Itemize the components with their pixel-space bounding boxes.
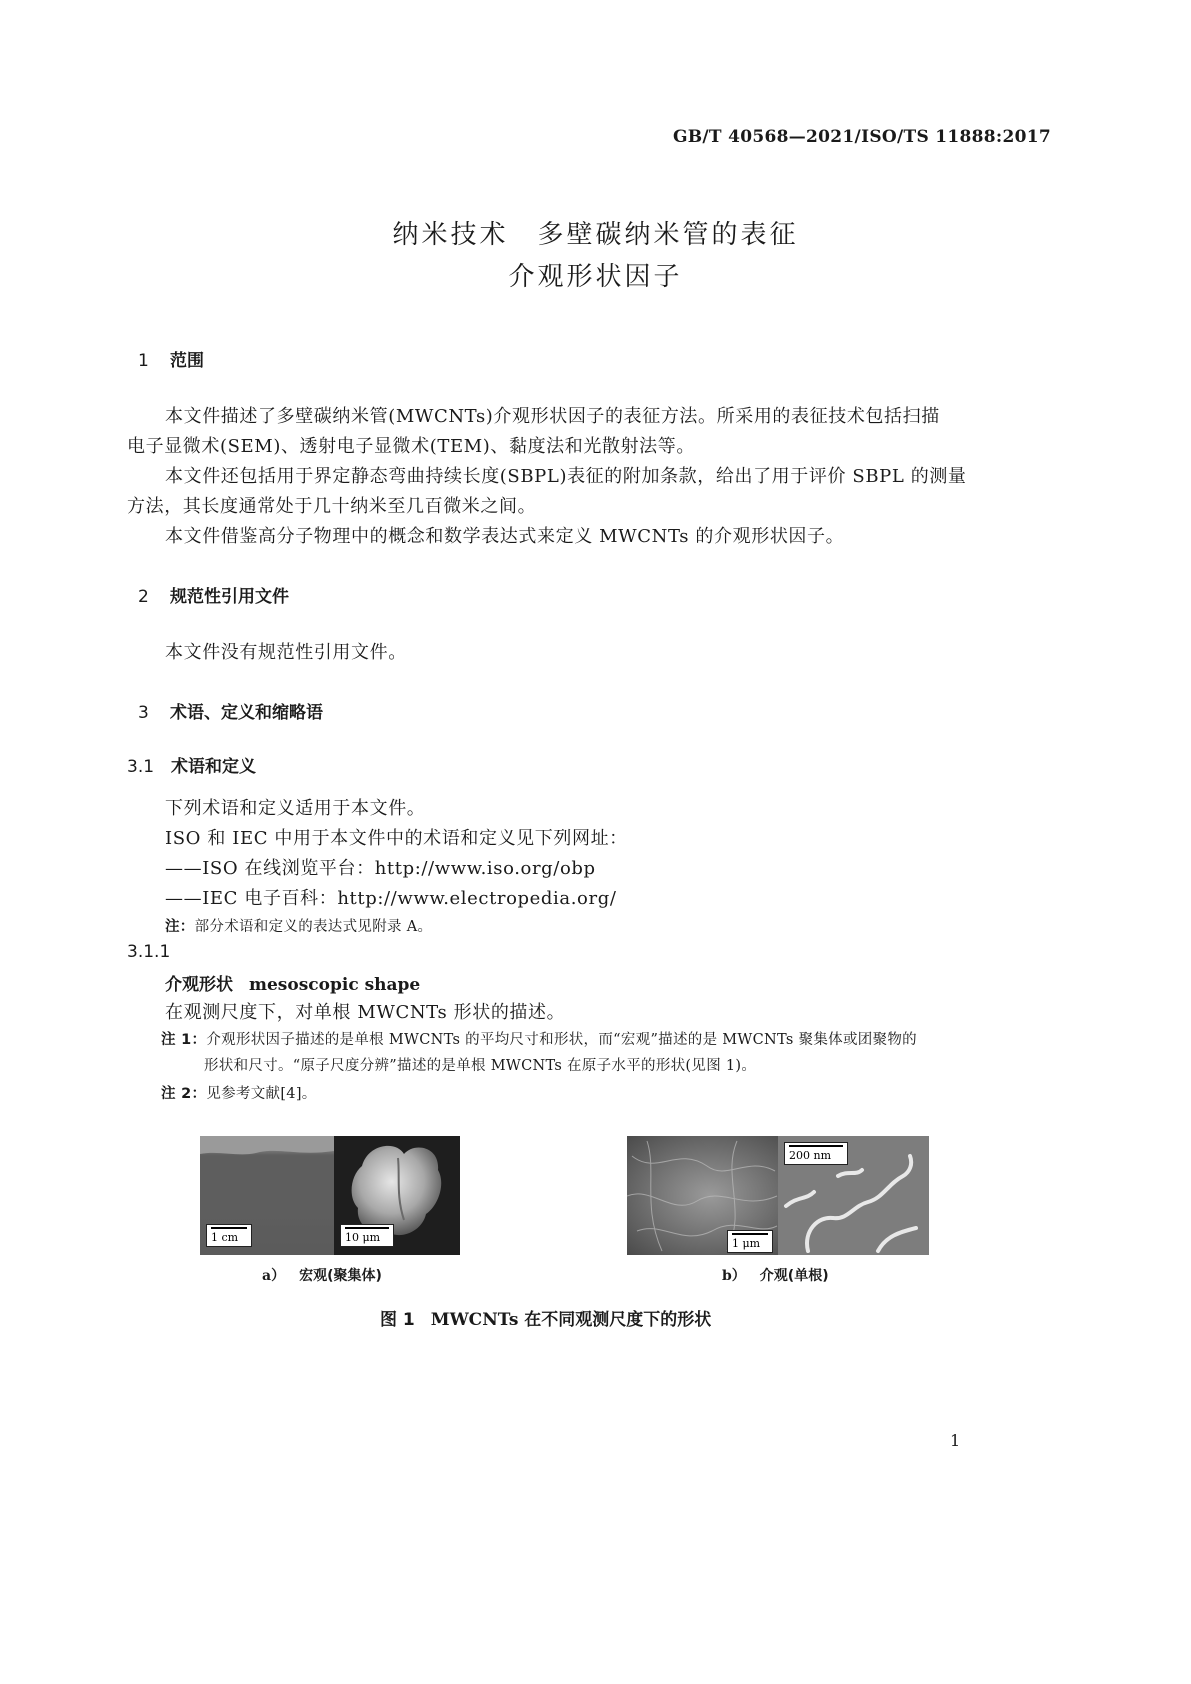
note-1-continued: 形状和尺寸。“原子尺度分辨”描述的是单根 MWCNTs 在原子水平的形状(见图 1)。 <box>204 1058 757 1074</box>
paragraph: 本文件借鉴高分子物理中的概念和数学表达式来定义 MWCNTs 的介观形状因子。 <box>165 526 845 547</box>
macro-photo-panel <box>200 1136 334 1255</box>
section-3-heading <box>138 698 323 723</box>
subfigure-label: a） <box>262 1268 286 1284</box>
section-number: 3 <box>138 703 149 723</box>
scale-bar: 1 μm <box>727 1230 773 1253</box>
figure-title: MWCNTs 在不同观测尺度下的形状 <box>430 1310 712 1330</box>
paragraph: 方法，其长度通常处于几十纳米至几百微米之间。 <box>127 496 537 517</box>
sem-tangle-panel <box>627 1136 778 1255</box>
scale-bar: 200 nm <box>784 1142 848 1165</box>
term-definition: 在观测尺度下，对单根 MWCNTs 形状的描述。 <box>165 1002 566 1023</box>
figure-1a-micrograph <box>200 1136 460 1255</box>
scale-bar: 10 μm <box>340 1224 394 1247</box>
section-title: 术语和定义 <box>171 757 256 777</box>
note-label: 注： <box>165 919 195 935</box>
term-chinese: 介观形状 <box>165 975 233 995</box>
subfigure-caption: 宏观(聚集体) <box>299 1268 382 1284</box>
section-1-heading <box>138 346 204 371</box>
document-title-line2: 介观形状因子 <box>508 262 683 292</box>
term-entry <box>165 970 420 995</box>
paragraph: 本文件描述了多壁碳纳米管(MWCNTs)介观形状因子的表征方法。所采用的表征技术包括扫描 <box>165 406 940 427</box>
paragraph: 本文件没有规范性引用文件。 <box>165 642 407 663</box>
section-title: 范围 <box>170 351 204 371</box>
term-english: mesoscopic shape <box>249 975 421 995</box>
note-text: 部分术语和定义的表达式见附录 A。 <box>194 919 433 935</box>
document-title-line1: 纳米技术 多壁碳纳米管的表征 <box>392 220 799 250</box>
term-number: 3.1.1 <box>127 942 171 962</box>
subfigure-caption: 介观(单根) <box>759 1268 829 1284</box>
section-title: 术语、定义和缩略语 <box>170 703 323 723</box>
list-item: ——IEC 电子百科：http://www.electropedia.org/ <box>165 888 617 909</box>
note-2 <box>161 1082 317 1103</box>
note-text: 介观形状因子描述的是单根 MWCNTs 的平均尺寸和形状，而“宏观”描述的是 MWCNTs 聚集体或团聚物的 <box>206 1032 917 1048</box>
sem-panel <box>334 1136 460 1255</box>
paragraph: 下列术语和定义适用于本文件。 <box>165 798 426 819</box>
note-label: 注 1： <box>161 1032 207 1048</box>
paragraph: 本文件还包括用于界定静态弯曲持续长度(SBPL)表征的附加条款，给出了用于评价 SBPL 的测量 <box>165 466 967 487</box>
note <box>165 915 432 936</box>
figure-1b-micrograph <box>627 1136 929 1255</box>
note-text: 见参考文献[4]。 <box>206 1086 317 1102</box>
figure-1b-caption <box>722 1265 829 1285</box>
section-number: 3.1 <box>127 757 155 777</box>
section-2-heading <box>138 582 289 607</box>
paragraph: ISO 和 IEC 中用于本文件中的术语和定义见下列网址： <box>165 828 628 849</box>
section-3-1-heading <box>127 752 256 777</box>
section-title: 规范性引用文件 <box>170 587 289 607</box>
paragraph: 电子显微术(SEM)、透射电子显微术(TEM)、黏度法和光散射法等。 <box>127 436 695 457</box>
section-number: 1 <box>138 351 149 371</box>
figure-1a-caption <box>262 1265 382 1285</box>
list-item: ——ISO 在线浏览平台：http://www.iso.org/obp <box>165 858 596 879</box>
figure-1-caption <box>380 1305 711 1330</box>
figure-number: 图 1 <box>380 1310 415 1330</box>
note-1 <box>161 1028 917 1049</box>
note-label: 注 2： <box>161 1086 207 1102</box>
standard-code: GB/T 40568—2021/ISO/TS 11888:2017 <box>672 127 1051 147</box>
subfigure-label: b） <box>722 1268 746 1284</box>
tem-tubes-panel <box>778 1136 929 1255</box>
page-number: 1 <box>950 1431 961 1450</box>
scale-bar: 1 cm <box>206 1224 252 1247</box>
section-number: 2 <box>138 587 149 607</box>
